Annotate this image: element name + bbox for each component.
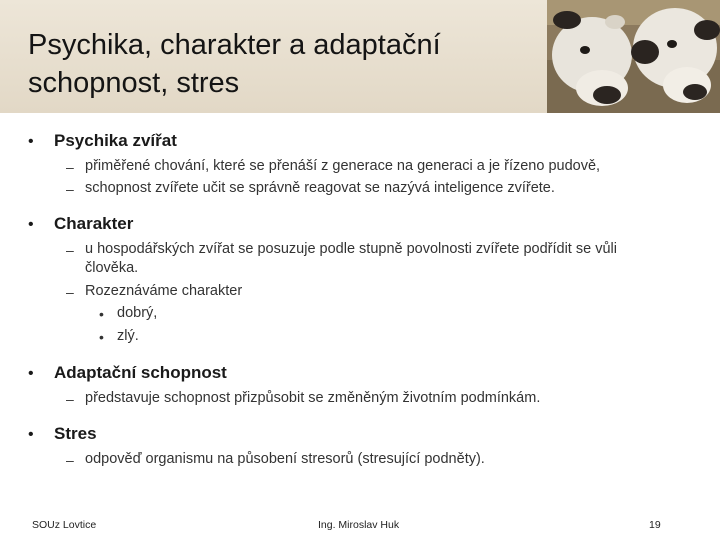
list-item: Rozeznáváme charakter bbox=[85, 283, 243, 299]
dash-marker: – bbox=[66, 452, 74, 468]
list-item: představuje schopnost přizpůsobit se změněným životním podmínkám. bbox=[85, 390, 541, 406]
list-item: schopnost zvířete učit se správně reagovat se nazývá inteligence zvířete. bbox=[85, 180, 555, 196]
list-item: přiměřené chování, které se přenáší z generace na generaci a je řízeno pudově, bbox=[85, 158, 601, 174]
page-number: 19 bbox=[649, 519, 661, 531]
footer-author: Ing. Miroslav Huk bbox=[318, 519, 400, 531]
bullet-marker: • bbox=[28, 426, 34, 443]
heading-psychika: Psychika zvířat bbox=[54, 131, 177, 150]
footer-school: SOUz Lovtice bbox=[32, 519, 97, 531]
heading-charakter: Charakter bbox=[54, 214, 134, 233]
bullet-marker: • bbox=[99, 329, 104, 345]
dash-marker: – bbox=[66, 159, 74, 175]
bullet-marker: • bbox=[99, 306, 104, 322]
bullet-marker: • bbox=[28, 216, 34, 233]
sub-list-item: zlý. bbox=[117, 328, 139, 344]
heading-adaptacni-schopnost: Adaptační schopnost bbox=[54, 363, 227, 382]
list-item: odpověď organismu na působení stresorů (stresující podněty). bbox=[85, 451, 485, 467]
bullet-marker: • bbox=[28, 133, 34, 150]
slide-title: Psychika, charakter a adaptační schopnost, stres bbox=[28, 29, 441, 99]
bullet-marker: • bbox=[28, 365, 34, 382]
sub-list-item: dobrý, bbox=[117, 305, 158, 321]
dash-marker: – bbox=[66, 181, 74, 197]
dash-marker: – bbox=[66, 284, 74, 300]
dash-marker: – bbox=[66, 391, 74, 407]
list-item: u hospodářských zvířat se posuzuje podle stupně povolnosti zvířete podřídit se vůli člověka. bbox=[85, 241, 617, 276]
dash-marker: – bbox=[66, 242, 74, 258]
heading-stres: Stres bbox=[54, 424, 97, 443]
